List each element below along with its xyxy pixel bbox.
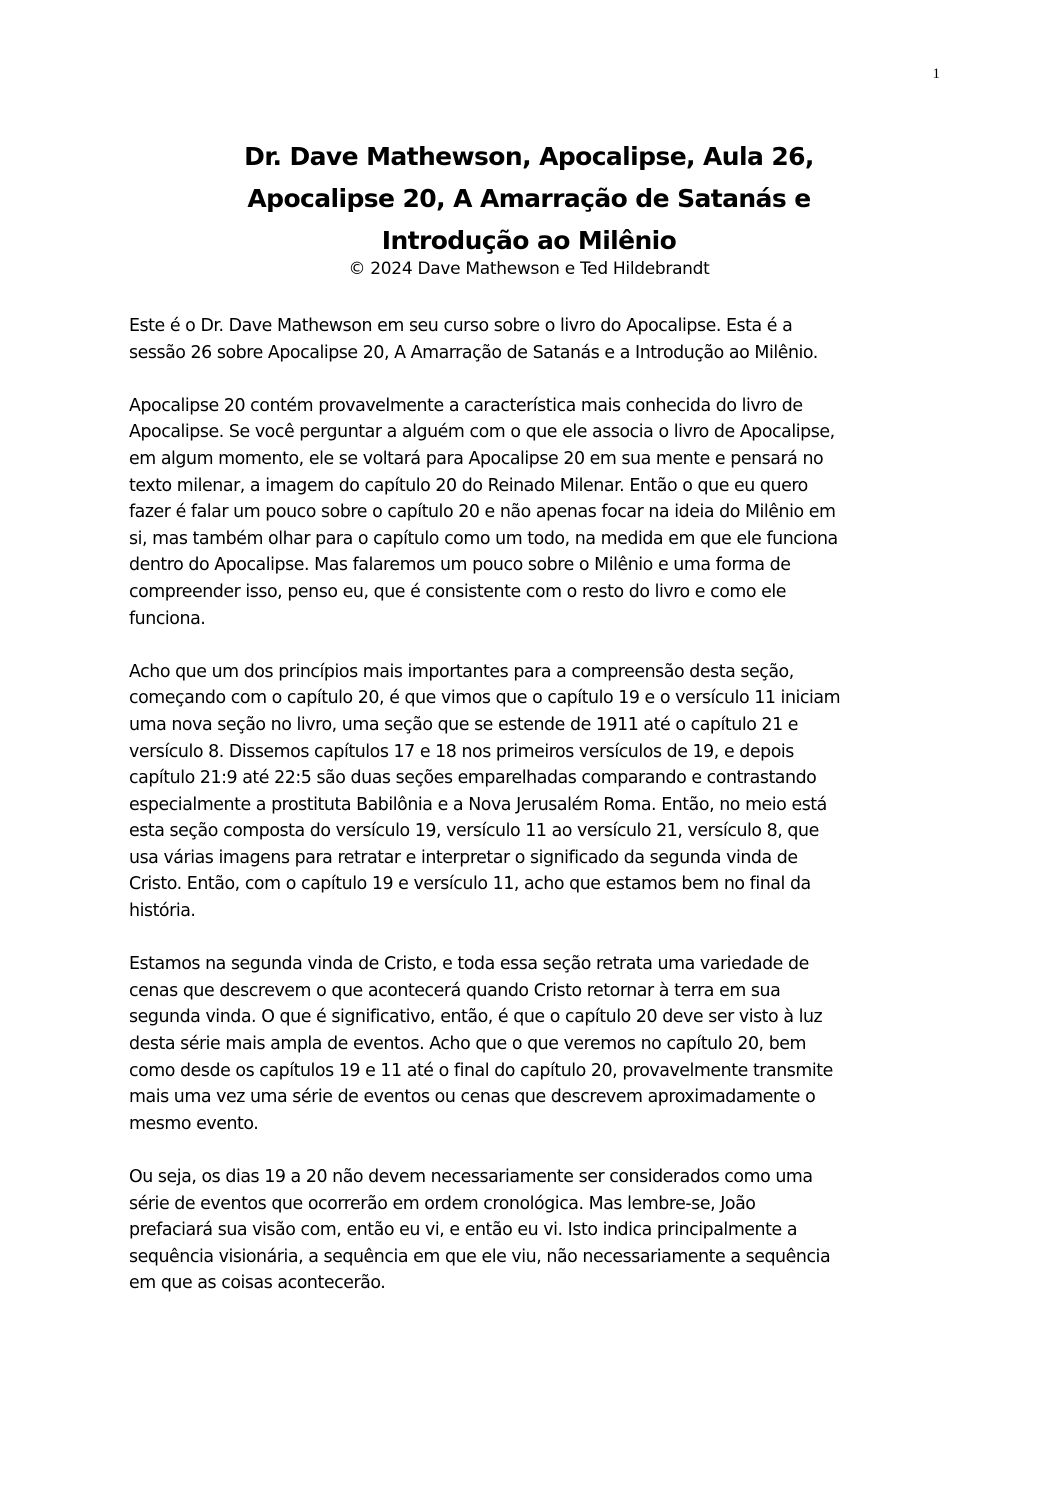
paragraph [129, 951, 929, 1137]
paragraph-line: Ou seja, os dias 19 a 20 não devem necessariamente ser considerados como uma [129, 1167, 813, 1187]
paragraph-line: versículo 8. Dissemos capítulos 17 e 18 nos primeiros versículos de 19, e depois [129, 741, 794, 762]
paragraph-line: texto milenar, a imagem do capítulo 20 do Reinado Milenar. Então o que eu quero [129, 475, 808, 496]
paragraph-line: prefaciará sua visão com, então eu vi, e então eu vi. Isto indica principalmente a [129, 1220, 798, 1241]
paragraph-line: Apocalipse. Se você perguntar a alguém com o que ele associa o livro de Apocalipse, [129, 422, 835, 443]
paragraph-line: Estamos na segunda vinda de Cristo, e toda essa seção retrata uma variedade de [129, 954, 809, 975]
paragraph-line: sessão 26 sobre Apocalipse 20, A Amarração de Satanás e a Introdução ao Milênio. [129, 342, 818, 363]
paragraph-line: esta seção composta do versículo 19, versículo 11 ao versículo 21, versículo 8, que [129, 821, 819, 842]
paragraph-line: série de eventos que ocorrerão em ordem cronológica. Mas lembre-se, João [129, 1193, 756, 1214]
paragraph-line: capítulo 21:9 até 22:5 são duas seções emparelhadas comparando e contrastando [129, 768, 817, 789]
paragraph-line: cenas que descrevem o que acontecerá quando Cristo retornar à terra em sua [129, 980, 781, 1001]
document-title-line: Apocalipse 20, A Amarração de Satanás e [247, 184, 811, 213]
page-number: 1 [932, 66, 940, 82]
paragraph-line: funciona. [129, 608, 206, 629]
paragraph-line: fazer é falar um pouco sobre o capítulo 20 e não apenas focar na ideia do Milênio em [129, 502, 836, 523]
paragraph-line: sequência visionária, a sequência em que ele viu, não necessariamente a sequência [129, 1246, 831, 1267]
title-block [0, 136, 1058, 282]
document-title-line: Dr. Dave Mathewson, Apocalipse, Aula 26, [244, 142, 814, 171]
copyright-notice: © 2024 Dave Mathewson e Ted Hildebrandt [348, 259, 710, 279]
paragraph-line: usa várias imagens para retratar e interpretar o significado da segunda vinda de [129, 847, 798, 868]
paragraph [129, 659, 929, 925]
paragraph [129, 393, 929, 632]
paragraph-line: começando com o capítulo 20, é que vimos que o capítulo 19 e o versículo 11 iniciam [129, 688, 841, 709]
paragraph-line: em algum momento, ele se voltará para Apocalipse 20 em sua mente e pensará no [129, 448, 824, 469]
paragraph-line: como desde os capítulos 19 e 11 até o final do capítulo 20, provavelmente transmite [129, 1060, 833, 1081]
paragraph-line: história. [129, 901, 196, 922]
paragraph-line: mesmo evento. [129, 1113, 259, 1134]
body-text [129, 313, 929, 1324]
paragraph-line: Este é o Dr. Dave Mathewson em seu curso sobre o livro do Apocalipse. Esta é a [129, 316, 793, 336]
paragraph-line: dentro do Apocalipse. Mas falaremos um pouco sobre o Milênio e uma forma de [129, 555, 791, 576]
paragraph-line: especialmente a prostituta Babilônia e a Nova Jerusalém Roma. Então, no meio está [129, 794, 827, 815]
paragraph-line: compreender isso, penso eu, que é consistente com o resto do livro e como ele [129, 581, 787, 602]
paragraph-line: Apocalipse 20 contém provavelmente a característica mais conhecida do livro de [129, 395, 803, 416]
paragraph-line: em que as coisas acontecerão. [129, 1273, 386, 1294]
document-title-line: Introdução ao Milênio [381, 226, 677, 255]
paragraph [129, 1164, 929, 1297]
paragraph-line: uma nova seção no livro, uma seção que se estende de 1911 até o capítulo 21 e [129, 714, 799, 735]
paragraph-line: si, mas também olhar para o capítulo como um todo, na medida em que ele funciona [129, 528, 838, 549]
paragraph-line: Acho que um dos princípios mais importantes para a compreensão desta seção, [129, 661, 794, 682]
paragraph-line: mais uma vez uma série de eventos ou cenas que descrevem aproximadamente o [129, 1087, 816, 1108]
paragraph-line: Cristo. Então, com o capítulo 19 e versículo 11, acho que estamos bem no final da [129, 874, 811, 895]
paragraph-line: segunda vinda. O que é significativo, então, é que o capítulo 20 deve ser visto à luz [129, 1007, 823, 1028]
paragraph [129, 313, 929, 366]
paragraph-line: desta série mais ampla de eventos. Acho que o que veremos no capítulo 20, bem [129, 1034, 807, 1055]
